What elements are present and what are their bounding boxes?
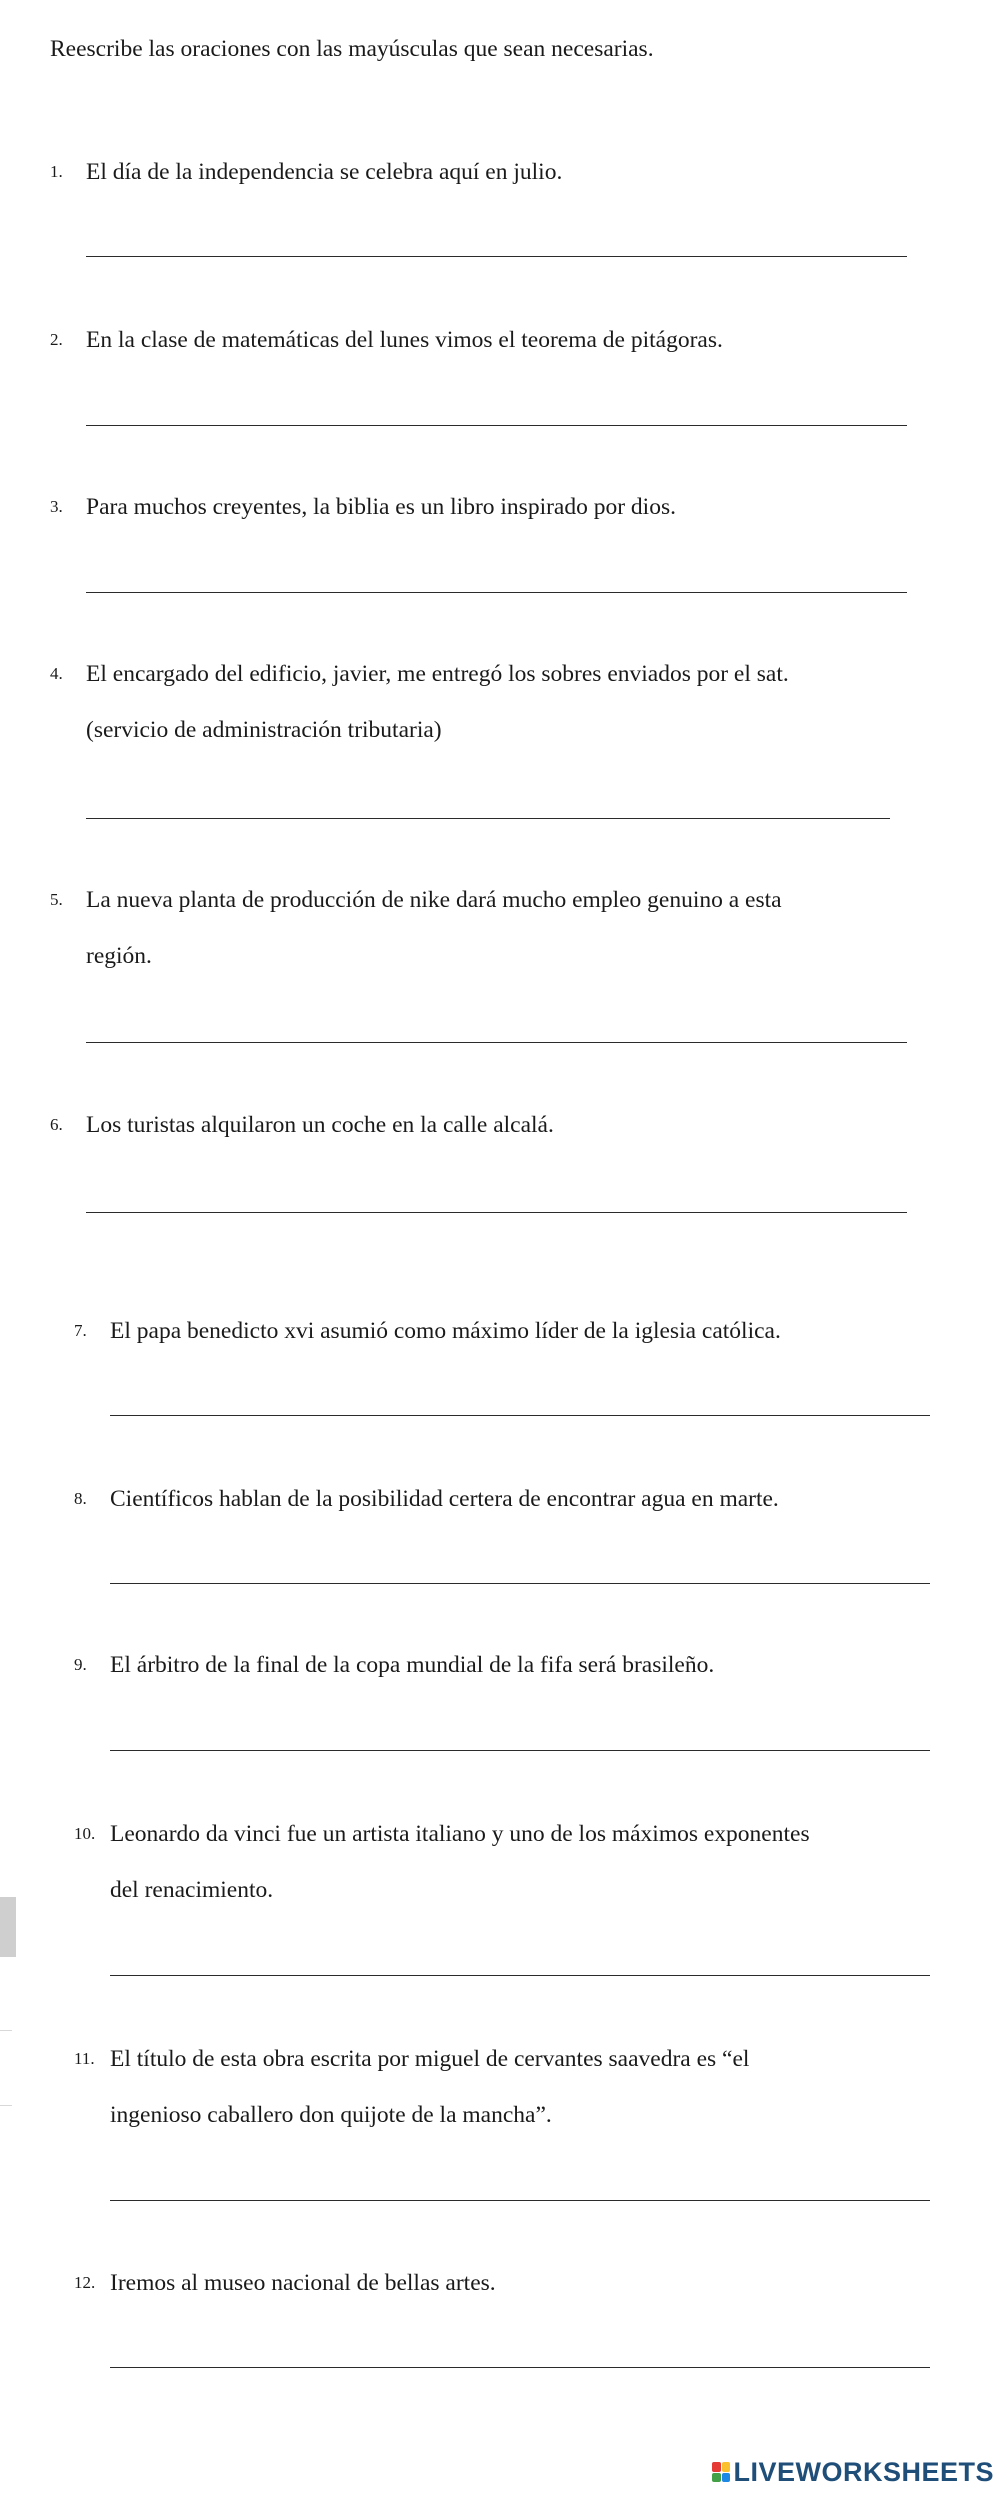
left-edge-divider — [0, 2030, 12, 2031]
exercise-item — [74, 2031, 750, 2143]
sentence-text: El árbitro de la final de la copa mundial de la fifa será brasileño. — [110, 1652, 715, 1678]
sentence-text: Científicos hablan de la posibilidad certera de encontrar agua en marte. — [110, 1486, 779, 1512]
item-number: 8. — [74, 1489, 87, 1508]
item-number: 9. — [74, 1655, 87, 1674]
answer-line[interactable] — [110, 1583, 930, 1584]
exercise-item — [74, 1637, 715, 1693]
brand-name: LIVEWORKSHEETS — [733, 2456, 994, 2487]
item-number: 3. — [50, 497, 63, 516]
exercise-item — [74, 1303, 781, 1359]
sentence-text: El título de esta obra escrita por miguel de cervantes saavedra es “el — [110, 2046, 750, 2072]
exercise-item — [74, 2255, 496, 2311]
liveworksheets-logo-icon — [712, 2462, 730, 2482]
exercise-item — [50, 1097, 554, 1153]
sentence-text: ingenioso caballero don quijote de la mancha”. — [110, 2102, 552, 2128]
left-edge-divider — [0, 2105, 12, 2106]
left-edge-tab — [0, 1897, 16, 1957]
sentence-text: El encargado del edificio, javier, me entregó los sobres enviados por el sat. — [86, 661, 789, 687]
exercise-item — [50, 144, 563, 200]
answer-line[interactable] — [86, 1212, 907, 1213]
answer-line[interactable] — [86, 425, 907, 426]
sentence-text: Iremos al museo nacional de bellas artes. — [110, 2270, 496, 2296]
item-number: 6. — [50, 1115, 63, 1134]
sentence-text: El papa benedicto xvi asumió como máximo líder de la iglesia católica. — [110, 1318, 781, 1344]
liveworksheets-brand — [712, 2455, 994, 2489]
sentence-text: Leonardo da vinci fue un artista italiano y uno de los máximos exponentes — [110, 1821, 810, 1847]
sentence-text: región. — [86, 943, 152, 969]
sentence-text: (servicio de administración tributaria) — [86, 717, 442, 743]
exercise-item — [50, 312, 723, 368]
item-number: 4. — [50, 664, 63, 683]
sentence-text: La nueva planta de producción de nike dará mucho empleo genuino a esta — [86, 887, 782, 913]
item-number: 2. — [50, 330, 63, 349]
answer-line[interactable] — [110, 2200, 930, 2201]
sentence-text: Los turistas alquilaron un coche en la calle alcalá. — [86, 1112, 554, 1138]
item-number: 11. — [74, 2049, 95, 2068]
item-number: 5. — [50, 890, 63, 909]
exercise-item — [50, 646, 789, 758]
exercise-item — [74, 1806, 810, 1918]
sentence-text: El día de la independencia se celebra aquí en julio. — [86, 159, 563, 185]
answer-line[interactable] — [86, 1042, 907, 1043]
answer-line[interactable] — [86, 592, 907, 593]
exercise-item — [74, 1471, 779, 1527]
answer-line[interactable] — [110, 1750, 930, 1751]
instructions: Reescribe las oraciones con las mayúsculas que sean necesarias. — [50, 36, 654, 62]
item-number: 12. — [74, 2273, 96, 2292]
answer-line[interactable] — [110, 1415, 930, 1416]
answer-line[interactable] — [86, 818, 890, 819]
answer-line[interactable] — [110, 2367, 930, 2368]
sentence-text: Para muchos creyentes, la biblia es un libro inspirado por dios. — [86, 494, 676, 520]
answer-line[interactable] — [110, 1975, 930, 1976]
exercise-item — [50, 479, 676, 535]
item-number: 7. — [74, 1321, 87, 1340]
item-number: 1. — [50, 162, 63, 181]
exercise-item — [50, 872, 782, 984]
sentence-text: del renacimiento. — [110, 1877, 274, 1903]
answer-line[interactable] — [86, 256, 907, 257]
sentence-text: En la clase de matemáticas del lunes vimos el teorema de pitágoras. — [86, 327, 723, 353]
item-number: 10. — [74, 1824, 96, 1843]
